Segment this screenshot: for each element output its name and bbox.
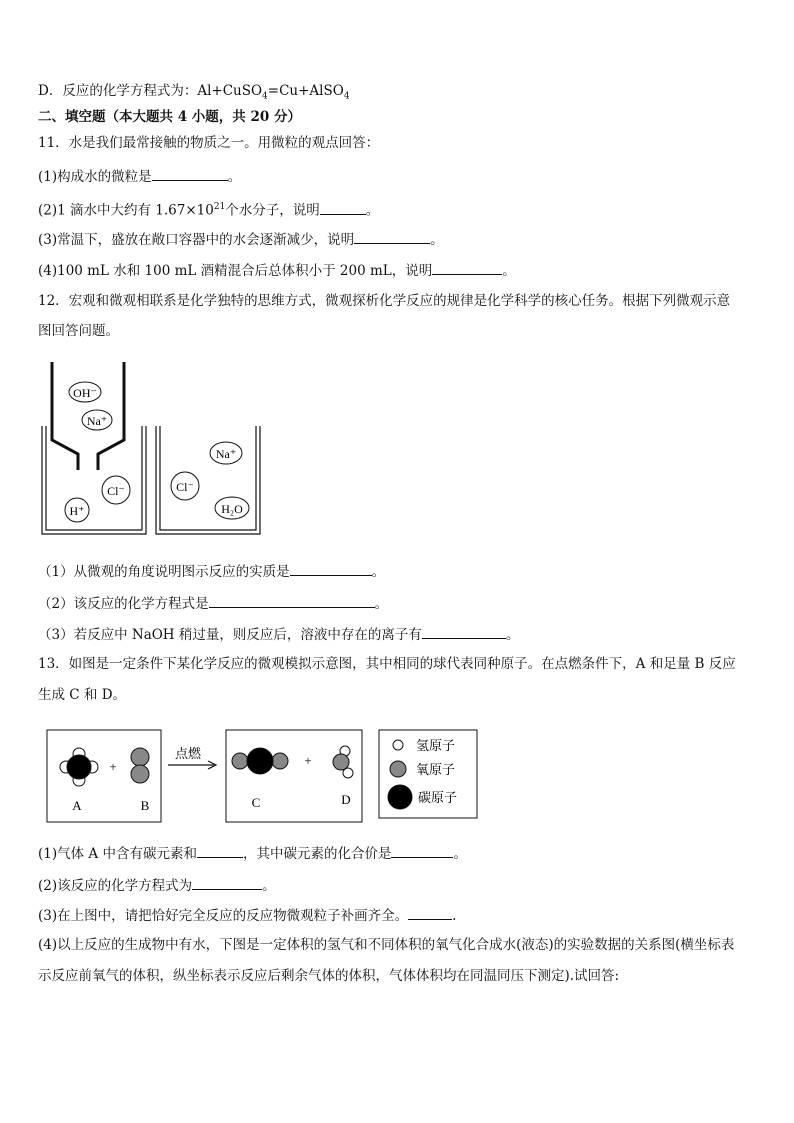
q13-part3: (3)在上图中，请把恰好完全反应的反应物微观粒子补画齐全。 . <box>38 905 456 925</box>
q12-blank3[interactable] <box>422 624 506 639</box>
q12-part3: （3）若反应中 NaOH 稍过量，则反应后，溶液中存在的离子有 。 <box>38 624 519 644</box>
q13-stem-line2: 生成 C 和 D。 <box>38 687 127 703</box>
legend-hydrogen-icon <box>393 740 403 750</box>
q13-blank3[interactable] <box>408 905 452 920</box>
c-oxygen-left-atom <box>232 753 248 769</box>
q11-part3: (3)常温下，盛放在敞口容器中的水会逐渐减少，说明 。 <box>38 229 444 249</box>
ion-h-label: H⁺ <box>69 504 85 518</box>
b-oxygen-bottom-atom <box>131 765 149 783</box>
q13-part4-line2: 示反应前氧气的体积，纵坐标表示反应后剩余气体的体积，气体体积均在同温同压下测定).试回答: <box>38 968 620 984</box>
left-beaker-inner <box>46 426 142 530</box>
right-beaker-outer <box>156 426 260 534</box>
q13-reaction-figure <box>44 727 484 825</box>
plus-sign-1: + <box>109 759 117 774</box>
section2-title: 二、填空题（本大题共 4 小题，共 20 分） <box>38 109 301 125</box>
q13-part1: (1)气体 A 中含有碳元素和 ，其中碳元素的化合价是 。 <box>38 843 467 863</box>
q10d-sub2: 4 <box>343 91 350 102</box>
q11-blank2[interactable] <box>320 200 366 215</box>
ion-cl2-label: Cl⁻ <box>176 480 194 494</box>
c-carbon-atom <box>247 748 273 774</box>
q10d-mid: =Cu+AlSO <box>267 83 344 99</box>
b-oxygen-top-atom <box>131 748 149 766</box>
label-c: C <box>251 795 261 810</box>
label-d: D <box>341 792 351 807</box>
q12-part2: （2）该反应的化学方程式是 。 <box>38 593 388 613</box>
label-b: B <box>140 798 150 813</box>
legend-carbon-icon <box>388 785 412 809</box>
mol-h2o-label: H₂O <box>221 502 243 516</box>
legend-hydrogen-label: 氢原子 <box>416 738 456 753</box>
product-box <box>226 730 362 822</box>
q12-blank2[interactable] <box>209 593 375 608</box>
q13-blank1b[interactable] <box>391 843 453 858</box>
q12-stem-line1: 12．宏观和微观相联系是化学独特的思维方式，微观探析化学反应的规律是化学科学的核心任务。根据下列微观示意 <box>38 293 731 309</box>
q11-blank1[interactable] <box>152 166 228 181</box>
q13-stem-line1: 13．如图是一定条件下某化学反应的微观模拟示意图，其中相同的球代表同种原子。在点燃条件下，A 和足量 B 反应 <box>38 656 736 672</box>
q13-blank2[interactable] <box>192 875 262 890</box>
ion-oh-label: OH⁻ <box>73 386 97 400</box>
condition-label: 点燃 <box>174 746 202 761</box>
q12-blank1[interactable] <box>290 561 372 576</box>
q13-part2: (2)该反应的化学方程式为 。 <box>38 875 276 895</box>
q11-part1: (1)构成水的微粒是 。 <box>38 166 241 186</box>
q11-part4: (4)100 mL 水和 100 mL 酒精混合后总体积小于 200 mL，说明 。 <box>38 260 516 280</box>
q11-blank4[interactable] <box>432 260 502 275</box>
q13-part4-line1: (4)以上反应的生成物中有水，下图是一定体积的氢气和不同体积的氧气化合成水(液态)的实验数据的关系图(横坐标表 <box>38 937 735 953</box>
q11-blank3[interactable] <box>354 229 430 244</box>
q11-stem: 11．水是我们最常接触的物质之一。用微粒的观点回答： <box>38 135 380 151</box>
a-carbon-atom <box>67 755 91 779</box>
legend-oxygen-icon <box>390 761 406 777</box>
burette-left-wall <box>52 362 78 470</box>
q10-option-d <box>38 82 350 106</box>
q10d-text: D．反应的化学方程式为：Al+CuSO <box>38 83 263 99</box>
ion-na2-label: Na⁺ <box>215 447 237 461</box>
q12-beaker-figure <box>38 358 268 540</box>
q12-part1: （1）从微观的角度说明图示反应的实质是 。 <box>38 561 385 581</box>
d-oxygen-atom <box>333 754 349 770</box>
q11-part2: (2)1 滴水中大约有 $1.67\times 10^{21}$个水分子，说明 。 <box>38 198 379 220</box>
legend-oxygen-label: 氧原子 <box>416 762 456 777</box>
ion-na1-label: Na⁺ <box>86 414 108 428</box>
legend-carbon-label: 碳原子 <box>418 790 458 805</box>
q13-blank1a[interactable] <box>197 843 243 858</box>
ion-cl1-label: Cl⁻ <box>107 484 125 498</box>
label-a: A <box>72 798 82 813</box>
q10d-sub1: 4 <box>262 91 268 102</box>
plus-sign-2: + <box>304 753 312 768</box>
c-oxygen-right-atom <box>272 753 288 769</box>
q12-stem-line2: 图回答问题。 <box>38 323 119 339</box>
